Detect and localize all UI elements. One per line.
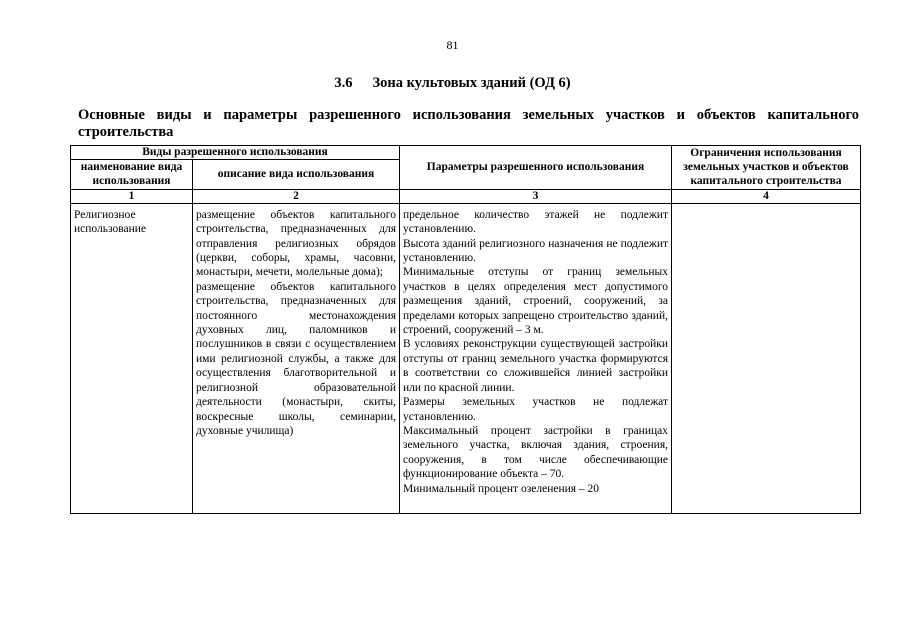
parameter-paragraph: Минимальный процент озеленения – 20 bbox=[403, 482, 600, 495]
page-number: 81 bbox=[446, 38, 459, 52]
restrictions-cell bbox=[672, 203, 861, 513]
parameter-paragraph: Максимальный процент застройки в границах земельного участка, включая здания, строения, сооружения, в том числе обеспечивающие функционирование объекта – 70. bbox=[403, 424, 668, 481]
use-description-cell bbox=[193, 203, 400, 513]
column-numbers-row bbox=[71, 189, 861, 203]
document-heading: Основные виды и параметры разрешенного использования земельных участков и объектов капитального строительства bbox=[78, 107, 859, 140]
header-parameters: Параметры разрешенного использования bbox=[400, 146, 672, 190]
section-number: 3.6 bbox=[334, 75, 353, 91]
table-header-row bbox=[71, 146, 861, 160]
parameters-cell bbox=[400, 203, 672, 513]
column-number: 1 bbox=[71, 189, 193, 203]
parameter-paragraph: Высота зданий религиозного назначения не подлежит установлению. bbox=[403, 237, 668, 265]
parameter-paragraph: Минимальные отступы от границ земельных участков в целях определения мест допустимого размещения зданий, строений, сооружений, за пределами которых запрещено строительство зданий, строений, сооружений – 3 м. bbox=[403, 266, 668, 337]
permitted-use-table bbox=[70, 145, 861, 514]
section-title bbox=[0, 75, 905, 92]
parameter-paragraph: В условиях реконструкции существующей застройки отступы от границ земельного участка формируются в соответствии со сложившейся линией застройки или по красной линии. bbox=[403, 338, 668, 394]
column-number: 2 bbox=[193, 189, 400, 203]
parameter-paragraph: Размеры земельных участков не подлежат установлению. bbox=[403, 396, 668, 423]
header-permitted-use-group: Виды разрешенного использования bbox=[71, 146, 400, 160]
description-paragraph: размещение объектов капитального строительства, предназначенных для постоянного местонахождения духовных лиц, паломников и послушников в связи с осуществлением ими религиозной службы, а также для осуществления благотворительной и религиозной образовательной деятельности (монастыри, скиты, воскресные школы, семинарии, духовные училища) bbox=[196, 280, 396, 437]
header-use-name: наименование вида использования bbox=[71, 160, 193, 190]
table-row bbox=[71, 203, 861, 513]
parameter-paragraph: предельное количество этажей не подлежит установлению. bbox=[403, 208, 668, 236]
section-name: Зона культовых зданий (ОД 6) bbox=[372, 75, 571, 91]
column-number: 4 bbox=[672, 189, 861, 203]
header-restrictions: Ограничения использования земельных участков и объектов капитального строительства bbox=[672, 146, 861, 190]
description-paragraph: размещение объектов капитального строительства, предназначенных для отправления религиозных обрядов (церкви, соборы, храмы, часовни, монастыри, мечети, молельные дома); bbox=[196, 208, 396, 279]
use-name-cell: Религиозное использование bbox=[71, 203, 193, 513]
header-use-description: описание вида использования bbox=[193, 160, 400, 190]
column-number: 3 bbox=[400, 189, 672, 203]
